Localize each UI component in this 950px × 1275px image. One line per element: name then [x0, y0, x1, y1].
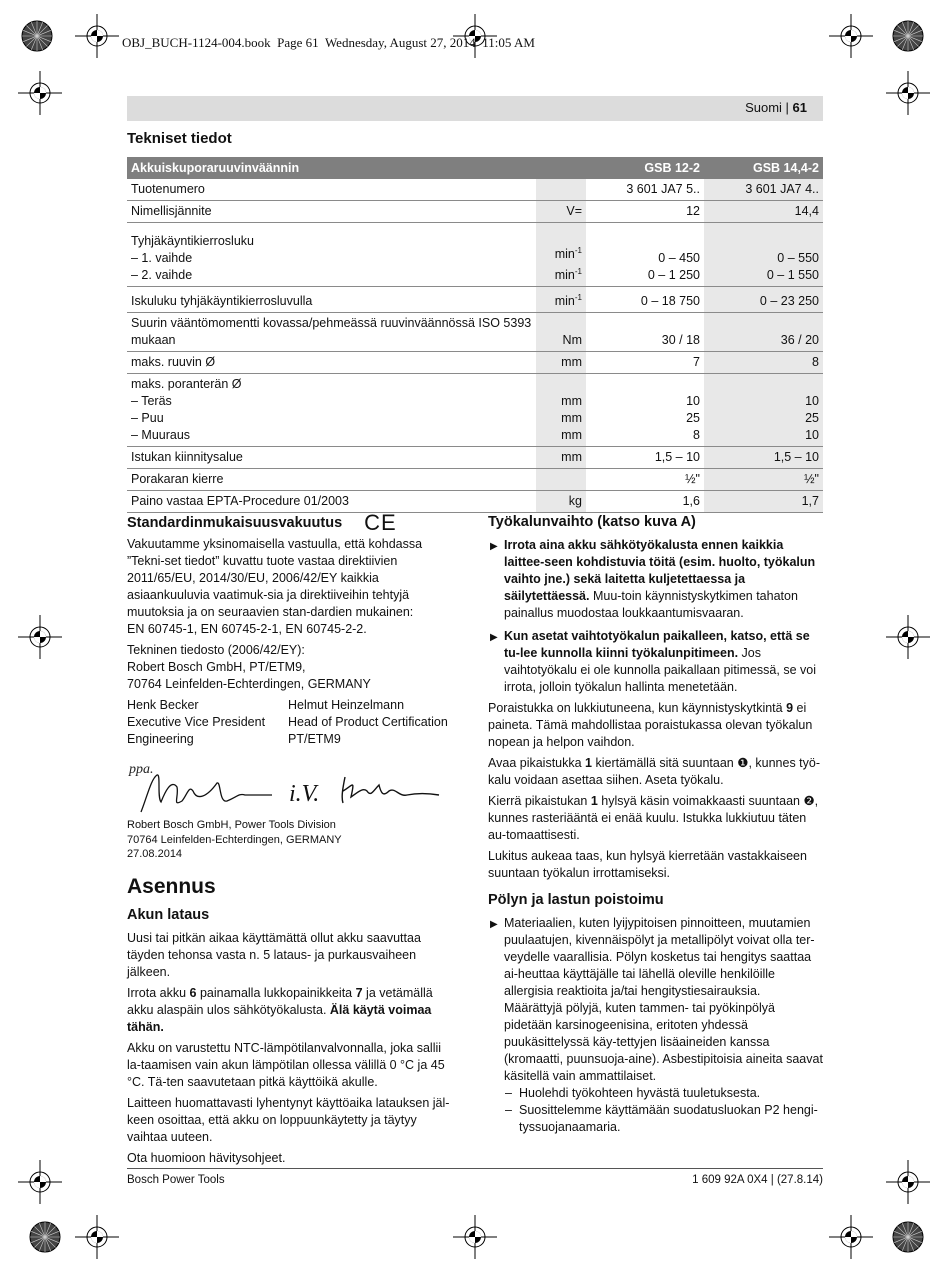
signatory-1-dept: Engineering	[127, 732, 194, 746]
spec-label: Iskuluku tyhjäkäyntikierrosluvulla	[127, 287, 536, 313]
spec-unit: mm	[536, 352, 586, 374]
file-info-line: OBJ_BUCH-1124-004.book Page 61 Wednesday, August 27, 2014 11:05 AM	[122, 35, 535, 50]
address-line-1: Robert Bosch GmbH, Power Tools Division	[127, 819, 336, 831]
spec-value-model-1: 1,5 – 10	[586, 447, 704, 469]
signatories	[127, 697, 457, 748]
spec-row	[127, 352, 823, 374]
reg-mark-tr	[829, 14, 873, 58]
tech-data-title: Tekniset tiedot	[127, 130, 232, 147]
battery-p5: Ota huomioon hävitysohjeet.	[127, 1151, 286, 1165]
spec-value-model-1: 30 / 18	[586, 313, 704, 352]
spec-row	[127, 201, 823, 223]
spec-unit: $\min^{-1}$	[536, 287, 586, 313]
spec-value-model-2: 1,5 – 10	[704, 447, 823, 469]
signature-ppa: ppa.	[129, 762, 154, 777]
assembly-section	[127, 875, 457, 1171]
spec-unit: kg	[536, 491, 586, 513]
battery-p4: Laitteen huomattavasti lyhentynyt käyttöaika latauksen jäl-keen osoittaa, että akku on loppuunkäytetty ja täytyy vaihtaa uuteen.	[127, 1096, 450, 1144]
reg-mark-bl	[75, 1215, 119, 1259]
spec-value-model-2: 36 / 20	[704, 313, 823, 352]
page-header-text: Suomi | 61	[745, 100, 807, 115]
spec-table-header	[127, 157, 823, 179]
star-target-tl	[22, 21, 52, 51]
spec-row	[127, 287, 823, 313]
dust-dash-1: – Huolehdi työkohteen hyvästä tuuletuksesta.	[505, 1086, 761, 1100]
address-date: 27.08.2014	[127, 848, 183, 860]
tech-file-address: 70764 Leinfelden-Echterdingen, GERMANY	[127, 677, 371, 691]
spec-header-name: Akkuiskuporaruuvinväännin	[127, 157, 536, 179]
spec-row	[127, 374, 823, 447]
spec-row	[127, 313, 823, 352]
reg-mark-r2	[886, 1160, 930, 1204]
spec-value-model-2: ½"	[704, 469, 823, 491]
battery-p3: Akku on varustettu NTC-lämpötilanvalvonnalla, joka sallii la-taamisen vain akun lämpötilan ollessa välillä 0 °C ja 45 °C. Tä-ten saavutetaan pitkä käyttöikä akulle.	[127, 1041, 445, 1089]
reg-mark-l1	[18, 71, 62, 115]
signatory-1-name: Henk Becker	[127, 698, 199, 712]
spec-value-model-2: 10 25 10	[704, 374, 823, 447]
spec-unit	[536, 179, 586, 201]
footer-rule	[127, 1168, 823, 1169]
signatory-2-title: Head of Product Certification	[288, 715, 448, 729]
dust-bullet-cont: Määrättyjä pölyjä, kuten tammen- tai pyökinpölyä pidetään karsinogeenisina, eritoten yhdessä puukäsittelyssä käy-tettyjen lisäaineiden kanssa (kromaatti, puunsuoja-aine). Asbestipitoisia aineita saavat käsitellä vain ammattilaiset.	[504, 1001, 823, 1083]
spec-row	[127, 491, 823, 513]
header-language: Suomi	[745, 100, 782, 115]
signatures	[127, 757, 457, 817]
spec-label: maks. poranterän Ø – Teräs – Puu – Muuraus	[127, 374, 536, 447]
conformity-text: Vakuutamme yksinomaisella vastuulla, että kohdassa ”Tekni-set tiedot” kuvattu tuote vastaa direktiivien 2011/65/EU, 2014/30/EU, 2006/42/EY kaikkia asiaankuuluvia vaatimuk-sia ja direktiiveihin tehtyjä muutoksia ja on seuraavien stan-dardien mukainen:	[127, 537, 423, 619]
star-target-bl	[30, 1222, 60, 1252]
page-header-bar	[127, 96, 823, 121]
triangle-bullet-icon: ▶	[490, 632, 498, 643]
warning-bullet-1: ▶ Irrota aina akku sähkötyökalusta ennen kaikkia laittee-seen kohdistuvia töitä (esim. huolto, työkalun vaihto jne.) sekä laitetta kuljetettaessa ja säilytettäessä. Muu-toin käynnistyskytkimen tahaton painallus muodostaa loukkaantumisvaaran.	[490, 538, 816, 620]
company-address	[127, 818, 457, 862]
tool-change-title: Työkalunvaihto (katso kuva A)	[488, 514, 696, 530]
dust-bullet: ▶ Materiaalien, kuten lyijypitoisen pinnoitteen, muutamien puulaatujen, kivennäispölyt ja metallipölyt voivat olla ter-veydelle vaarallisia. Pölyn kosketus tai hengitys saattaa ai-heuttaa käyttäjälle tai lähellä oleville henkilöille allergisia reaktioita ja/tai hengitystiesairauksia.	[490, 916, 815, 998]
reg-mark-l2	[18, 1160, 62, 1204]
ce-mark: CE	[364, 510, 397, 535]
address-line-2: 70764 Leinfelden-Echterdingen, GERMANY	[127, 833, 342, 846]
footer-doc-number: 1 609 92A 0X4 | (27.8.14)	[692, 1174, 823, 1186]
triangle-bullet-icon: ▶	[490, 541, 498, 552]
spec-label: maks. ruuvin Ø	[127, 352, 536, 374]
reg-mark-tl	[75, 14, 119, 58]
battery-charging-title: Akun lataus	[127, 907, 210, 923]
spec-value-model-2: 3 601 JA7 4..	[704, 179, 823, 201]
tool-change-p4: Lukitus aukeaa taas, kun hylsyä kierretään vastakkaiseen suuntaan työkalun irrottamiseksi.	[488, 849, 807, 880]
tech-file-label: Tekninen tiedosto (2006/42/EY):	[127, 643, 305, 657]
spec-value-model-2: 14,4	[704, 201, 823, 223]
spec-unit: V=	[536, 201, 586, 223]
spec-value-model-1: ½"	[586, 469, 704, 491]
signatory-2-name: Helmut Heinzelmann	[288, 698, 405, 712]
spec-value-model-1: 12	[586, 201, 704, 223]
spec-value-model-1: 0 – 18 750	[586, 287, 704, 313]
spec-label: Suurin vääntömomentti kovassa/pehmeässä ruuvinväännössä ISO 5393 mukaan	[127, 313, 536, 352]
spec-row	[127, 179, 823, 201]
spec-unit: $\min^{-1}$ $\min^{-1}$	[536, 223, 586, 287]
spec-label: Nimellisjännite	[127, 201, 536, 223]
conformity-standards: EN 60745-1, EN 60745-2-1, EN 60745-2-2.	[127, 622, 367, 636]
reg-mark-rm	[886, 615, 930, 659]
signatory-1-title: Executive Vice President	[127, 715, 266, 729]
spec-unit: mm mm mm	[536, 374, 586, 447]
right-column	[488, 514, 823, 1136]
triangle-bullet-icon: ▶	[490, 919, 498, 930]
spec-label: Tyhjäkäyntikierrosluku – 1. vaihde – 2. vaihde	[127, 223, 536, 287]
spec-unit: Nm	[536, 313, 586, 352]
spec-value-model-1: 10 25 8	[586, 374, 704, 447]
battery-p1: Uusi tai pitkän aikaa käyttämättä ollut akku saavuttaa täyden tehonsa vasta n. 5 lataus- ja purkausvaiheen jälkeen.	[127, 931, 421, 979]
warning-bullet-2: ▶ Kun asetat vaihtotyökalun paikalleen, katso, että se tu-lee kunnolla kiinni työkalunpitimeen. Jos vaihtotyökalu ei ole kunnolla paikallaan pitimessä, se voi irrota, jolloin työkalun hallinta menetetään.	[490, 629, 816, 694]
assembly-title: Asennus	[127, 875, 216, 898]
spec-value-model-1: 3 601 JA7 5..	[586, 179, 704, 201]
reg-mark-br	[829, 1215, 873, 1259]
spec-row	[127, 223, 823, 287]
spec-value-model-1: 1,6	[586, 491, 704, 513]
spec-label: Paino vastaa EPTA-Procedure 01/2003	[127, 491, 536, 513]
spec-unit: mm	[536, 447, 586, 469]
spec-row	[127, 447, 823, 469]
conformity-title: Standardinmukaisuusvakuutus	[127, 514, 343, 531]
tool-change-p2: Avaa pikaistukka 1 kiertämällä sitä suuntaan ❶, kunnes työ-kalu voidaan asettaa siihen. Aseta työkalu.	[488, 756, 821, 787]
spec-value-model-1: 0 – 450 0 – 1 250	[586, 223, 704, 287]
spec-label: Istukan kiinnitysalue	[127, 447, 536, 469]
signature-iv: i.V.	[289, 781, 320, 807]
star-target-tr	[893, 21, 923, 51]
reg-mark-lm	[18, 615, 62, 659]
spec-table	[127, 157, 823, 513]
spec-label: Tuotenumero	[127, 179, 536, 201]
spec-value-model-1: 7	[586, 352, 704, 374]
spec-label: Porakaran kierre	[127, 469, 536, 491]
spec-value-model-2: 1,7	[704, 491, 823, 513]
page-number: 61	[792, 100, 807, 115]
reg-mark-bc	[453, 1215, 497, 1259]
tool-change-p3: Kierrä pikaistukan 1 hylsyä käsin voimakkaasti suuntaan ❷, kunnes rasteriääntä ei enää kuulu. Istukka lukkiutuu täten au-tomaattisesti.	[488, 794, 819, 842]
tool-change-p1: Poraistukka on lukkiutuneena, kun käynnistyskytkintä 9 ei paineta. Tämä mahdollistaa poraistukassa olevan työkalun nopean ja helpon vaihdon.	[488, 701, 813, 749]
star-target-br	[893, 1222, 923, 1252]
signatory-2-dept: PT/ETM9	[288, 732, 341, 746]
battery-p2: Irrota akku 6 painamalla lukkopainikkeita 7 ja vetämällä akku alaspäin ulos sähkötyökalusta. Älä käytä voimaa tähän.	[127, 986, 433, 1034]
dust-dash-2: – Suosittelemme käyttämään suodatusluokan P2 hengi-tyssuojanaamaria.	[505, 1103, 818, 1134]
dust-extraction-title: Pölyn ja lastun poistoimu	[488, 892, 664, 908]
spec-header-model-1: GSB 12-2	[586, 157, 704, 179]
spec-value-model-2: 0 – 550 0 – 1 550	[704, 223, 823, 287]
tech-file-company: Robert Bosch GmbH, PT/ETM9,	[127, 660, 306, 674]
spec-header-model-2: GSB 14,4-2	[704, 157, 823, 179]
signature-image	[127, 757, 457, 817]
spec-value-model-2: 0 – 23 250	[704, 287, 823, 313]
spec-unit	[536, 469, 586, 491]
spec-row	[127, 469, 823, 491]
reg-mark-r1	[886, 71, 930, 115]
left-column	[127, 510, 457, 748]
footer-brand: Bosch Power Tools	[127, 1174, 225, 1186]
spec-value-model-2: 8	[704, 352, 823, 374]
